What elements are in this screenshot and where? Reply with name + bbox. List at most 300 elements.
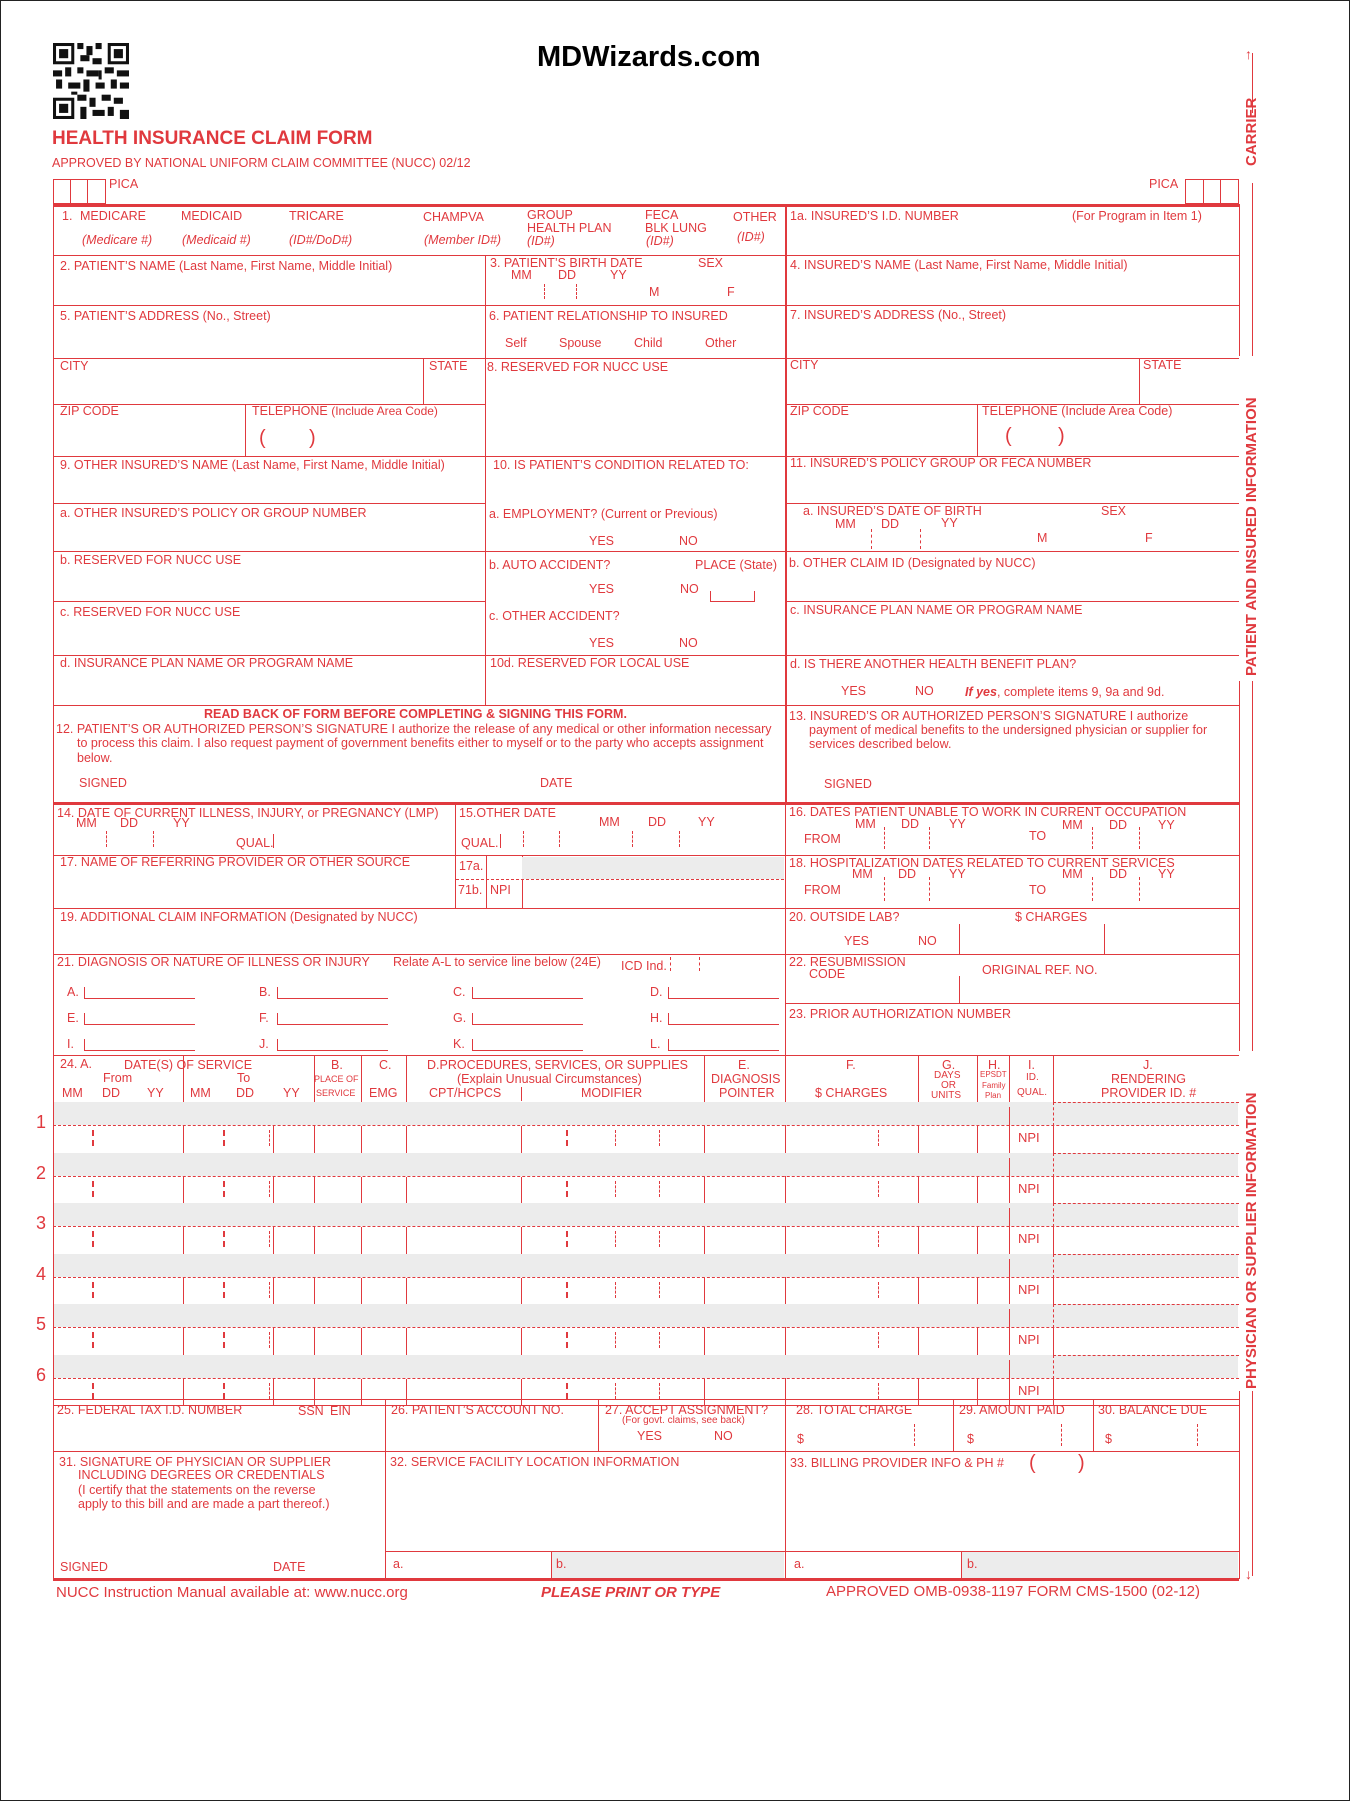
service-line-col (314, 1177, 315, 1204)
field-6-label: 6. PATIENT RELATIONSHIP TO INSURED (489, 309, 728, 323)
service-line-col (361, 1126, 362, 1153)
service-line-col (183, 1126, 184, 1153)
field-13-line-2: payment of medical benefits to the undersigned physician or supplier for (809, 723, 1208, 737)
service-line-col (704, 1126, 705, 1153)
field-15-dd: DD (648, 815, 667, 829)
diagnosis-field[interactable] (668, 1013, 779, 1025)
service-line-col (361, 1177, 362, 1204)
field-10b-place: PLACE (State) (695, 558, 777, 572)
field-24a-from-mm: MM (62, 1086, 83, 1100)
service-line-col (1009, 1158, 1010, 1178)
header-col (785, 1055, 786, 1102)
field-25-ssn[interactable]: SSN (298, 1404, 324, 1418)
field-16-to-dd: DD (1109, 818, 1128, 832)
field-4-label: 4. INSURED’S NAME (Last Name, First Name, Middle Initial) (790, 258, 1128, 272)
diagnosis-field[interactable] (668, 1039, 779, 1051)
medicaid-label[interactable]: MEDICAID (181, 209, 243, 223)
field-33-paren-close: ) (1078, 1452, 1085, 1474)
service-line-col (406, 1126, 407, 1153)
form-title: HEALTH INSURANCE CLAIM FORM (52, 128, 373, 149)
other-id-label: (ID#) (737, 230, 765, 244)
field-17a-label: 17a. (459, 859, 484, 873)
diagnosis-field[interactable] (84, 987, 195, 999)
service-line-col (977, 1227, 978, 1254)
diagnosis-field[interactable] (277, 1039, 388, 1051)
field-14-yy: YY (173, 816, 190, 830)
field-10c-yes[interactable]: YES (589, 636, 615, 650)
insured-zip-label: ZIP CODE (790, 404, 849, 418)
field-27-sub: (For govt. claims, see back) (622, 1415, 745, 1426)
field-24d-label: D.PROCEDURES, SERVICES, OR SUPPLIES (427, 1058, 688, 1072)
champva-id-label: (Member ID#) (424, 233, 502, 247)
side-label-physician: PHYSICIAN OR SUPPLIER INFORMATION (1243, 1092, 1260, 1389)
field-2-label: 2. PATIENT’S NAME (Last Name, First Name, Middle Initial) (60, 259, 393, 273)
service-line-col (1009, 1278, 1010, 1305)
service-line-col (1009, 1208, 1010, 1228)
champva-label[interactable]: CHAMPVA (423, 210, 484, 224)
field-7-label: 7. INSURED’S ADDRESS (No., Street) (790, 308, 1007, 322)
service-line-col (183, 1177, 184, 1204)
service-line-col (704, 1227, 705, 1254)
diagnosis-i-label: I. (67, 1037, 74, 1051)
relationship-self[interactable]: Self (505, 336, 527, 350)
field-16-from: FROM (804, 832, 841, 846)
field-10b-no[interactable]: NO (680, 582, 699, 596)
service-line-number: 2 (36, 1162, 47, 1183)
field-10a-no[interactable]: NO (679, 534, 698, 548)
other-label[interactable]: OTHER (733, 210, 777, 224)
service-line-col (521, 1379, 522, 1406)
service-line-dash (223, 1181, 225, 1197)
item-1-label: 1. (62, 209, 73, 223)
diagnosis-h-label: H. (650, 1011, 663, 1025)
service-line-col (314, 1126, 315, 1153)
service-line-col (406, 1379, 407, 1406)
patient-tel-paren-close: ) (309, 427, 316, 449)
field-22-original-ref: ORIGINAL REF. NO. (982, 963, 1098, 977)
field-14-qual: QUAL. (236, 836, 274, 850)
blk-lung-label: BLK LUNG (645, 221, 707, 235)
service-line-col (1009, 1360, 1010, 1380)
field-31-date[interactable]: DATE (273, 1560, 306, 1574)
service-line-dash (92, 1181, 94, 1197)
service-line-npi: NPI (1018, 1130, 1040, 1145)
diagnosis-d-label: D. (650, 985, 663, 999)
service-line-col (785, 1379, 786, 1406)
field-24a-from-dd: DD (102, 1086, 121, 1100)
service-line-col (918, 1328, 919, 1355)
service-line-col (314, 1379, 315, 1406)
diagnosis-j-label: J. (259, 1037, 269, 1051)
field-30-dollar: $ (1105, 1432, 1112, 1446)
rendering-provider-field[interactable] (1054, 1379, 1238, 1405)
service-line-col (785, 1126, 786, 1153)
service-line-col (1053, 1102, 1054, 1126)
arrow-down-icon: ↓ (1245, 1566, 1252, 1582)
field-24j-provider: PROVIDER ID. # (1101, 1086, 1197, 1100)
field-9a-label: a. OTHER INSURED’S POLICY OR GROUP NUMBER (60, 506, 367, 520)
field-30-label: 30. BALANCE DUE (1098, 1403, 1208, 1417)
service-line-col (521, 1278, 522, 1305)
pica-box-left[interactable] (53, 179, 106, 204)
header-col (361, 1055, 362, 1102)
field-24b-place-of: PLACE OF (314, 1074, 359, 1084)
service-line-shaded (54, 1203, 1238, 1226)
field-10c-label: c. OTHER ACCIDENT? (489, 609, 620, 623)
service-line-col (361, 1278, 362, 1305)
service-line-dash (659, 1383, 660, 1399)
service-line-number: 3 (36, 1213, 47, 1233)
service-line-number: 6 (36, 1364, 47, 1385)
service-line-col (273, 1328, 274, 1355)
field-16-to-yy: YY (1158, 818, 1175, 832)
service-line-col (977, 1328, 978, 1355)
medicare-id-label: (Medicare #) (82, 233, 153, 247)
service-line-col (314, 1328, 315, 1355)
service-line-col (361, 1379, 362, 1406)
field-29-label: 29. AMOUNT PAID (959, 1403, 1065, 1417)
npi-dash (1053, 1304, 1239, 1305)
service-line-col (406, 1177, 407, 1204)
field-3-label: 3. PATIENT’S BIRTH DATE (490, 256, 643, 270)
service-line-dash (878, 1181, 879, 1197)
field-3-sex: SEX (698, 256, 724, 270)
field-31-line-3: (I certify that the statements on the reverse (78, 1483, 316, 1497)
field-3-female[interactable]: F (727, 285, 735, 299)
side-label-carrier: CARRIER (1243, 97, 1260, 166)
field-24e-label: E. (738, 1058, 750, 1072)
field-18-from-mm: MM (852, 867, 873, 881)
pica-left-label: PICA (109, 177, 139, 191)
rendering-provider-field[interactable] (1054, 1278, 1238, 1304)
field-18-to-mm: MM (1062, 867, 1083, 881)
service-line-col (977, 1379, 978, 1406)
approved-by: APPROVED BY NATIONAL UNIFORM CLAIM COMMITTEE (NUCC) 02/12 (52, 156, 471, 170)
field-24i-qual: QUAL. (1017, 1087, 1048, 1098)
service-line-col (521, 1177, 522, 1204)
field-13-signed[interactable]: SIGNED (824, 777, 872, 791)
service-line-col (521, 1227, 522, 1254)
service-line-col (704, 1177, 705, 1204)
field-20-charges: $ CHARGES (1015, 910, 1088, 924)
service-line-dash (659, 1130, 660, 1146)
field-24a-to-mm: MM (190, 1086, 211, 1100)
service-line-shaded (54, 1153, 1238, 1176)
field-9d-label: d. INSURANCE PLAN NAME OR PROGRAM NAME (60, 656, 354, 670)
header-col (183, 1055, 184, 1102)
patient-state-label: STATE (429, 359, 468, 373)
field-17b-npi: NPI (490, 883, 511, 897)
service-line-col (1053, 1203, 1054, 1227)
field-24h-family: Family (982, 1081, 1006, 1090)
service-line-dash (92, 1130, 94, 1146)
side-label-patient: PATIENT AND INSURED INFORMATION (1243, 397, 1260, 676)
field-24a-to-dd: DD (236, 1086, 255, 1100)
service-line-dash (615, 1383, 616, 1399)
field-24g-units: UNITS (931, 1090, 961, 1101)
field-24b-service: SERVICE (316, 1088, 356, 1098)
diagnosis-e-label: E. (67, 1011, 79, 1025)
field-29-dollar: $ (967, 1432, 974, 1446)
footer-nucc: NUCC Instruction Manual available at: www.nucc.org (56, 1584, 408, 1601)
field-19-label: 19. ADDITIONAL CLAIM INFORMATION (Designated by NUCC) (60, 910, 418, 924)
service-line-npi: NPI (1018, 1382, 1040, 1398)
field-24a-to: To (237, 1071, 251, 1085)
service-line-col (314, 1227, 315, 1254)
service-line-col (977, 1278, 978, 1305)
service-line-col (1009, 1107, 1010, 1127)
health-plan-label: HEALTH PLAN (527, 221, 612, 235)
rendering-provider-field[interactable] (1054, 1227, 1238, 1253)
service-line-col (704, 1379, 705, 1406)
field-17b-label: 71b. (458, 883, 483, 897)
pica-right-label: PICA (1149, 177, 1179, 191)
npi-dash (1053, 1355, 1239, 1356)
service-line-dash (659, 1181, 660, 1197)
field-12-line-2: to process this claim. I also request payment of government benefits either to myself or to the party who accepts assignment (77, 736, 764, 750)
service-line-col (1009, 1227, 1010, 1254)
field-10a-yes[interactable]: YES (589, 534, 615, 548)
header-col (918, 1055, 919, 1102)
service-line-col (785, 1177, 786, 1204)
npi-dash (1053, 1254, 1239, 1255)
service-line-col (704, 1278, 705, 1305)
field-31-line-1: 31. SIGNATURE OF PHYSICIAN OR SUPPLIER (59, 1455, 332, 1469)
diagnosis-field[interactable] (84, 1039, 195, 1051)
service-line-dash (659, 1231, 660, 1247)
service-line-col (785, 1227, 786, 1254)
field-24b-label: B. (331, 1058, 343, 1072)
field-24c-label: C. (379, 1058, 392, 1072)
service-line-dash (223, 1332, 225, 1348)
field-31-signed[interactable]: SIGNED (60, 1560, 108, 1574)
field-10a-label: a. EMPLOYMENT? (Current or Previous) (489, 507, 718, 521)
service-line-dash (269, 1383, 270, 1399)
diagnosis-b-label: B. (259, 985, 271, 999)
field-26-label: 26. PATIENT’S ACCOUNT NO. (391, 1403, 564, 1417)
service-line-npi: NPI (1018, 1231, 1040, 1246)
tricare-id-label: (ID#/DoD#) (289, 233, 353, 247)
diagnosis-field[interactable] (84, 1013, 195, 1025)
service-line-dash (92, 1383, 94, 1399)
field-23-label: 23. PRIOR AUTHORIZATION NUMBER (789, 1007, 1012, 1021)
service-line-dash (223, 1130, 225, 1146)
relationship-spouse[interactable]: Spouse (559, 336, 602, 350)
field-11a-sex: SEX (1101, 504, 1127, 518)
field-16-to: TO (1029, 829, 1047, 843)
diagnosis-l-label: L. (650, 1037, 661, 1051)
relationship-child[interactable]: Child (634, 336, 663, 350)
field-20-no[interactable]: NO (918, 934, 937, 948)
field-28-label: 28. TOTAL CHARGE (796, 1403, 913, 1417)
header-col (1053, 1055, 1054, 1102)
service-line-col (918, 1126, 919, 1153)
service-line-dash (659, 1282, 660, 1298)
field-24j-rendering: RENDERING (1111, 1072, 1187, 1086)
field-12-date[interactable]: DATE (540, 776, 573, 790)
field-24f-charges: $ CHARGES (815, 1086, 888, 1100)
field-1a-label: 1a. INSURED’S I.D. NUMBER (790, 209, 959, 223)
service-line-number: 1 (36, 1112, 47, 1132)
insured-city-label: CITY (790, 358, 819, 372)
field-11d-yes[interactable]: YES (841, 684, 867, 698)
patient-telephone-label: TELEPHONE (Include Area Code) (252, 404, 438, 418)
field-13-line-3: services described below. (809, 737, 952, 751)
field-5-label: 5. PATIENT’S ADDRESS (No., Street) (60, 309, 271, 323)
service-line-dash (269, 1231, 270, 1247)
feca-id-label: (ID#) (646, 234, 674, 248)
field-21-relate: Relate A-L to service line below (24E) (393, 955, 601, 969)
service-line-dash (566, 1130, 568, 1146)
field-3-male[interactable]: M (649, 285, 660, 299)
place-state-field[interactable] (710, 591, 755, 602)
pica-box-right[interactable] (1185, 179, 1239, 204)
service-line-npi: NPI (1018, 1281, 1040, 1297)
field-18-to-yy: YY (1158, 867, 1175, 881)
field-9-label: 9. OTHER INSURED’S NAME (Last Name, First Name, Middle Initial) (60, 458, 445, 472)
service-line-col (273, 1379, 274, 1406)
feca-label[interactable]: FECA (645, 208, 679, 222)
field-9b-label: b. RESERVED FOR NUCC USE (60, 553, 242, 567)
medicare-label[interactable]: MEDICARE (80, 209, 146, 223)
service-line-col (521, 1328, 522, 1355)
field-33-label: 33. BILLING PROVIDER INFO & PH # (790, 1456, 1004, 1470)
field-12-line-3: below. (77, 751, 113, 765)
field-20-yes[interactable]: YES (844, 934, 870, 948)
field-3-dd: DD (558, 268, 577, 282)
group-label[interactable]: GROUP (527, 208, 573, 222)
patient-tel-paren-open: ( (259, 427, 266, 449)
relationship-other[interactable]: Other (705, 336, 737, 350)
field-1a-sub: (For Program in Item 1) (1072, 209, 1202, 223)
service-line-col (521, 1126, 522, 1153)
service-line-col (1009, 1379, 1010, 1406)
rendering-provider-field[interactable] (1054, 1126, 1238, 1152)
field-31-line-4: apply to this bill and are made a part thereof.) (78, 1497, 330, 1511)
service-line-col (273, 1126, 274, 1153)
field-24a-from-yy: YY (147, 1086, 164, 1100)
patient-zip-label: ZIP CODE (60, 404, 119, 418)
field-24-label: 24. A. (60, 1057, 92, 1071)
service-line-col (273, 1278, 274, 1305)
npi-dash (1053, 1203, 1239, 1204)
field-11-label: 11. INSURED’S POLICY GROUP OR FECA NUMBER (790, 456, 1092, 470)
diagnosis-k-label: K. (453, 1037, 465, 1051)
field-12-signed[interactable]: SIGNED (79, 776, 127, 790)
field-33-paren-open: ( (1029, 1452, 1036, 1474)
field-10-label: 10. IS PATIENT’S CONDITION RELATED TO: (493, 458, 749, 472)
diagnosis-field[interactable] (472, 1039, 583, 1051)
field-16-to-mm: MM (1062, 818, 1083, 832)
service-line-dash (92, 1231, 94, 1247)
field-27-label: 27. ACCEPT ASSIGNMENT? (605, 1403, 769, 1417)
service-line-number: 4 (36, 1263, 47, 1284)
service-line-col (785, 1328, 786, 1355)
field-15-label: 15.OTHER DATE (459, 806, 557, 820)
service-line-col (1009, 1328, 1010, 1355)
field-11d-no[interactable]: NO (915, 684, 934, 698)
service-line-dash (269, 1130, 270, 1146)
diagnosis-field[interactable] (472, 1013, 583, 1025)
service-line-col (704, 1328, 705, 1355)
field-24e-pointer: POINTER (719, 1086, 775, 1100)
field-27-no[interactable]: NO (714, 1429, 733, 1443)
diagnosis-field[interactable] (277, 987, 388, 999)
site-title: MDWizards.com (537, 41, 761, 73)
diagnosis-g-label: G. (453, 1011, 467, 1025)
service-line-col (183, 1227, 184, 1254)
field-20-label: 20. OUTSIDE LAB? (789, 910, 900, 924)
field-33a-label: a. (794, 1557, 805, 1571)
field-10b-label: b. AUTO ACCIDENT? (489, 558, 611, 572)
header-col (406, 1055, 407, 1102)
field-24i-id: ID. (1026, 1072, 1039, 1083)
tricare-label[interactable]: TRICARE (289, 209, 344, 223)
service-line-col (406, 1227, 407, 1254)
field-11a-dd: DD (881, 517, 900, 531)
diagnosis-field[interactable] (472, 987, 583, 999)
field-16-label: 16. DATES PATIENT UNABLE TO WORK IN CURRENT OCCUPATION (789, 805, 1187, 819)
field-10c-no[interactable]: NO (679, 636, 698, 650)
field-31-line-2: INCLUDING DEGREES OR CREDENTIALS (78, 1468, 325, 1482)
field-24g-days: DAYS (934, 1070, 961, 1081)
field-11a-female[interactable]: F (1145, 531, 1153, 545)
service-line-col (1009, 1259, 1010, 1279)
service-line-dash (269, 1332, 270, 1348)
service-line-col (406, 1278, 407, 1305)
field-25-label: 25. FEDERAL TAX I.D. NUMBER (57, 1403, 243, 1417)
service-line-dash (878, 1383, 879, 1399)
rendering-provider-field[interactable] (1054, 1177, 1238, 1203)
service-line-col (1053, 1304, 1054, 1328)
diagnosis-field[interactable] (668, 987, 779, 999)
field-24i-label: I. (1028, 1058, 1035, 1072)
service-line-col (918, 1227, 919, 1254)
service-line-shaded (54, 1254, 1238, 1277)
field-12-line-1: 12. PATIENT’S OR AUTHORIZED PERSON’S SIGNATURE I authorize the release of any medical or other information necessary (56, 722, 772, 736)
field-24a-to-yy: YY (283, 1086, 300, 1100)
rendering-provider-field[interactable] (1054, 1328, 1238, 1354)
field-27-yes[interactable]: YES (637, 1429, 663, 1443)
field-24c-emg: EMG (369, 1086, 398, 1100)
field-24f-label: F. (846, 1058, 856, 1072)
footer-print-notice: PLEASE PRINT OR TYPE (541, 1584, 721, 1601)
field-18-from-dd: DD (898, 867, 917, 881)
field-10b-yes[interactable]: YES (589, 582, 615, 596)
service-line-col (1009, 1177, 1010, 1204)
npi-dash (1053, 1153, 1239, 1154)
field-11d-label: d. IS THERE ANOTHER HEALTH BENEFIT PLAN? (790, 657, 1077, 671)
field-24g-or: OR (941, 1080, 956, 1091)
service-line-dash (566, 1282, 568, 1298)
field-24d-sub: (Explain Unusual Circumstances) (457, 1072, 642, 1086)
field-25-ein[interactable]: EIN (330, 1404, 351, 1418)
service-line-shaded (54, 1355, 1238, 1378)
service-line-col (977, 1177, 978, 1204)
field-14-label: 14. DATE OF CURRENT ILLNESS, INJURY, or PREGNANCY (LMP) (57, 806, 439, 820)
service-line-col (1053, 1153, 1054, 1177)
service-line-npi: NPI (1018, 1180, 1040, 1196)
field-24h-plan: Plan (985, 1091, 1002, 1100)
service-line-dash (566, 1383, 568, 1399)
service-line-dash (223, 1282, 225, 1298)
field-11a-male[interactable]: M (1037, 531, 1048, 545)
field-11a-yy: YY (941, 516, 958, 530)
field-16-from-mm: MM (855, 817, 876, 831)
diagnosis-field[interactable] (277, 1013, 388, 1025)
field-11a-label: a. INSURED’S DATE OF BIRTH (803, 504, 982, 518)
insured-state-label: STATE (1143, 358, 1182, 372)
